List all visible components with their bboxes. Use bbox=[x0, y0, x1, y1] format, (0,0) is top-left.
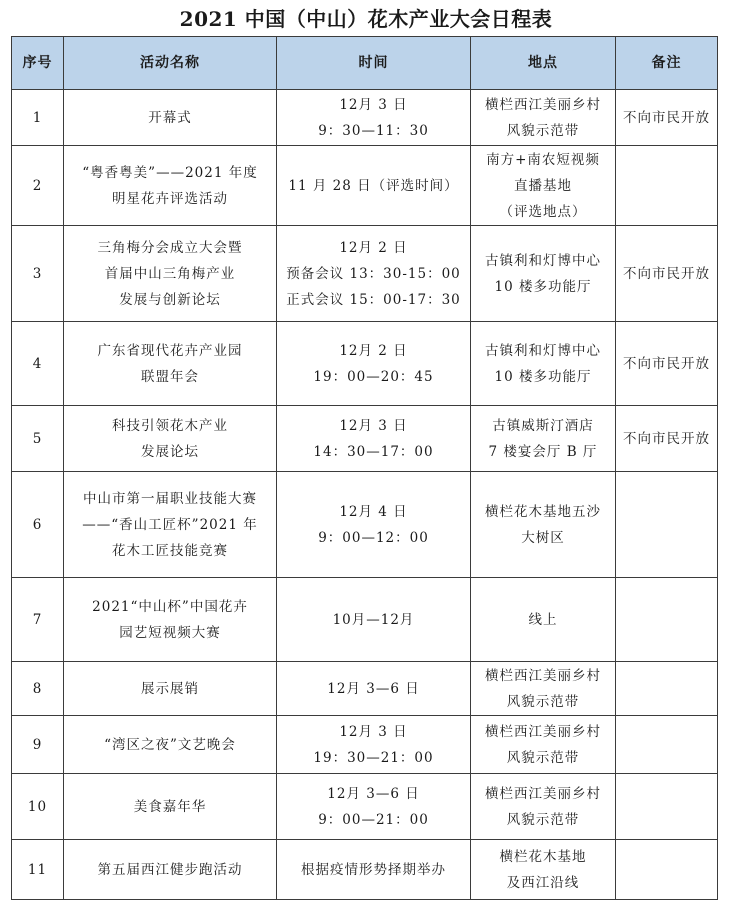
cell-name bbox=[64, 406, 277, 472]
table-row bbox=[12, 578, 718, 662]
cell-place-line: 横栏西江美丽乡村 bbox=[485, 96, 601, 113]
cell-name-line: 三角梅分会成立大会暨 bbox=[97, 239, 243, 256]
cell-time-line: 12月 3—6 日 bbox=[327, 785, 420, 802]
cell-place bbox=[471, 716, 616, 774]
table-body bbox=[12, 90, 718, 900]
cell-time bbox=[277, 146, 471, 226]
table-row bbox=[12, 90, 718, 146]
cell-place bbox=[471, 226, 616, 322]
cell-time-line: 10月—12月 bbox=[332, 611, 415, 628]
cell-name-line: 第五届西江健步跑活动 bbox=[97, 861, 243, 878]
cell-no: 2 bbox=[12, 146, 64, 226]
table-row bbox=[12, 840, 718, 900]
cell-time bbox=[277, 406, 471, 472]
cell-note bbox=[616, 774, 718, 840]
cell-place-line: 直播基地 bbox=[514, 177, 572, 194]
cell-place bbox=[471, 472, 616, 578]
cell-time-line: 12月 2 日 bbox=[339, 239, 408, 256]
cell-place-line: 线上 bbox=[528, 611, 558, 628]
cell-time-line: 11 月 28 日（评选时间） bbox=[288, 177, 459, 194]
cell-note: 不向市民开放 bbox=[616, 226, 718, 322]
cell-place-line: 横栏西江美丽乡村 bbox=[485, 723, 601, 740]
table-row bbox=[12, 662, 718, 716]
cell-place bbox=[471, 662, 616, 716]
cell-place-line: 风貌示范带 bbox=[506, 122, 580, 139]
cell-name-line: “湾区之夜”文艺晚会 bbox=[104, 736, 236, 753]
cell-name-line: 中山市第一届职业技能大赛 bbox=[83, 490, 257, 507]
cell-place-line: 及西江沿线 bbox=[506, 874, 580, 891]
cell-place bbox=[471, 840, 616, 900]
cell-place-line: 横栏西江美丽乡村 bbox=[485, 785, 601, 802]
cell-place bbox=[471, 146, 616, 226]
cell-no: 5 bbox=[12, 406, 64, 472]
schedule-table bbox=[11, 36, 718, 900]
cell-time-line: 12月 3 日 bbox=[339, 417, 408, 434]
cell-note bbox=[616, 840, 718, 900]
cell-name bbox=[64, 322, 277, 406]
cell-time bbox=[277, 716, 471, 774]
cell-name bbox=[64, 146, 277, 226]
cell-name bbox=[64, 472, 277, 578]
cell-no: 10 bbox=[12, 774, 64, 840]
cell-time bbox=[277, 90, 471, 146]
table-row bbox=[12, 146, 718, 226]
cell-place-line: 风貌示范带 bbox=[506, 749, 580, 766]
cell-note bbox=[616, 472, 718, 578]
cell-time-line: 12月 2 日 bbox=[339, 342, 408, 359]
cell-time bbox=[277, 662, 471, 716]
cell-name bbox=[64, 662, 277, 716]
header-no: 序号 bbox=[12, 37, 64, 90]
cell-no: 4 bbox=[12, 322, 64, 406]
cell-name-line: “粤香粤美”——2021 年度 bbox=[82, 164, 258, 181]
table-header-row bbox=[12, 37, 718, 90]
cell-time bbox=[277, 578, 471, 662]
cell-name bbox=[64, 90, 277, 146]
cell-name bbox=[64, 226, 277, 322]
cell-time bbox=[277, 322, 471, 406]
cell-time-line: 12月 3 日 bbox=[339, 96, 408, 113]
cell-time-line: 19：00—20：45 bbox=[313, 368, 434, 385]
cell-note: 不向市民开放 bbox=[616, 406, 718, 472]
cell-place bbox=[471, 90, 616, 146]
table-row bbox=[12, 226, 718, 322]
cell-no: 1 bbox=[12, 90, 64, 146]
cell-place-line: （评选地点） bbox=[499, 203, 587, 220]
header-note: 备注 bbox=[616, 37, 718, 90]
cell-time-line: 12月 4 日 bbox=[339, 503, 408, 520]
cell-place-line: 古镇威斯汀酒店 bbox=[492, 417, 594, 434]
table-row bbox=[12, 472, 718, 578]
cell-time bbox=[277, 774, 471, 840]
table-row bbox=[12, 406, 718, 472]
cell-note bbox=[616, 662, 718, 716]
cell-no: 11 bbox=[12, 840, 64, 900]
cell-name-line: 花木工匠技能竞赛 bbox=[112, 542, 228, 559]
cell-no: 7 bbox=[12, 578, 64, 662]
cell-place bbox=[471, 406, 616, 472]
cell-name-line: 展示展销 bbox=[141, 680, 199, 697]
cell-name bbox=[64, 840, 277, 900]
cell-place-line: 南方+南农短视频 bbox=[486, 151, 600, 168]
cell-place-line: 横栏花木基地 bbox=[499, 848, 587, 865]
cell-place-line: 7 楼宴会厅 B 厅 bbox=[488, 443, 598, 460]
cell-no: 6 bbox=[12, 472, 64, 578]
cell-name-line: ——“香山工匠杯”2021 年 bbox=[82, 516, 258, 533]
cell-name bbox=[64, 578, 277, 662]
cell-name-line: 广东省现代花卉产业园 bbox=[97, 342, 243, 359]
cell-place bbox=[471, 774, 616, 840]
cell-time-line: 14：30—17：00 bbox=[313, 443, 434, 460]
header-time: 时间 bbox=[277, 37, 471, 90]
cell-place-line: 10 楼多功能厅 bbox=[494, 278, 592, 295]
cell-note bbox=[616, 716, 718, 774]
cell-name-line: 园艺短视频大赛 bbox=[119, 624, 221, 641]
cell-time-line: 预备会议 13：30-15：00 bbox=[286, 265, 461, 282]
cell-time-line: 12月 3 日 bbox=[339, 723, 408, 740]
table-row bbox=[12, 716, 718, 774]
cell-note: 不向市民开放 bbox=[616, 322, 718, 406]
header-place: 地点 bbox=[471, 37, 616, 90]
cell-place-line: 风貌示范带 bbox=[506, 811, 580, 828]
cell-note bbox=[616, 578, 718, 662]
cell-name-line: 发展论坛 bbox=[141, 443, 199, 460]
cell-place bbox=[471, 322, 616, 406]
cell-name-line: 科技引领花木产业 bbox=[112, 417, 228, 434]
cell-place-line: 10 楼多功能厅 bbox=[494, 368, 592, 385]
cell-name-line: 发展与创新论坛 bbox=[119, 291, 221, 308]
cell-time bbox=[277, 472, 471, 578]
cell-time-line: 19：30—21：00 bbox=[313, 749, 434, 766]
cell-time-line: 9：30—11：30 bbox=[318, 122, 429, 139]
header-name: 活动名称 bbox=[64, 37, 277, 90]
cell-place-line: 古镇利和灯博中心 bbox=[485, 342, 601, 359]
table-row bbox=[12, 774, 718, 840]
cell-time bbox=[277, 226, 471, 322]
cell-note bbox=[616, 146, 718, 226]
table-row bbox=[12, 322, 718, 406]
cell-time-line: 9：00—12：00 bbox=[318, 529, 429, 546]
cell-place-line: 横栏花木基地五沙 bbox=[485, 503, 601, 520]
cell-name-line: 美食嘉年华 bbox=[133, 798, 207, 815]
cell-name-line: 联盟年会 bbox=[141, 368, 199, 385]
cell-place-line: 大树区 bbox=[521, 529, 565, 546]
cell-note: 不向市民开放 bbox=[616, 90, 718, 146]
cell-place bbox=[471, 578, 616, 662]
cell-time-line: 根据疫情形势择期举办 bbox=[301, 861, 446, 878]
cell-time-line: 12月 3—6 日 bbox=[327, 680, 420, 697]
cell-time-line: 正式会议 15：00-17：30 bbox=[286, 291, 461, 308]
cell-place-line: 横栏西江美丽乡村 bbox=[485, 667, 601, 684]
page-title: 2021 中国（中山）花木产业大会日程表 bbox=[179, 7, 553, 31]
cell-time bbox=[277, 840, 471, 900]
cell-name-line: 明星花卉评选活动 bbox=[112, 190, 228, 207]
cell-name-line: 首届中山三角梅产业 bbox=[104, 265, 236, 282]
cell-name-line: 开幕式 bbox=[148, 109, 192, 126]
cell-time-line: 9：00—21：00 bbox=[318, 811, 429, 828]
cell-no: 3 bbox=[12, 226, 64, 322]
cell-name-line: 2021“中山杯”中国花卉 bbox=[92, 598, 248, 615]
cell-name bbox=[64, 774, 277, 840]
cell-place-line: 风貌示范带 bbox=[506, 693, 580, 710]
cell-place-line: 古镇利和灯博中心 bbox=[485, 252, 601, 269]
cell-name bbox=[64, 716, 277, 774]
cell-no: 9 bbox=[12, 716, 64, 774]
cell-no: 8 bbox=[12, 662, 64, 716]
